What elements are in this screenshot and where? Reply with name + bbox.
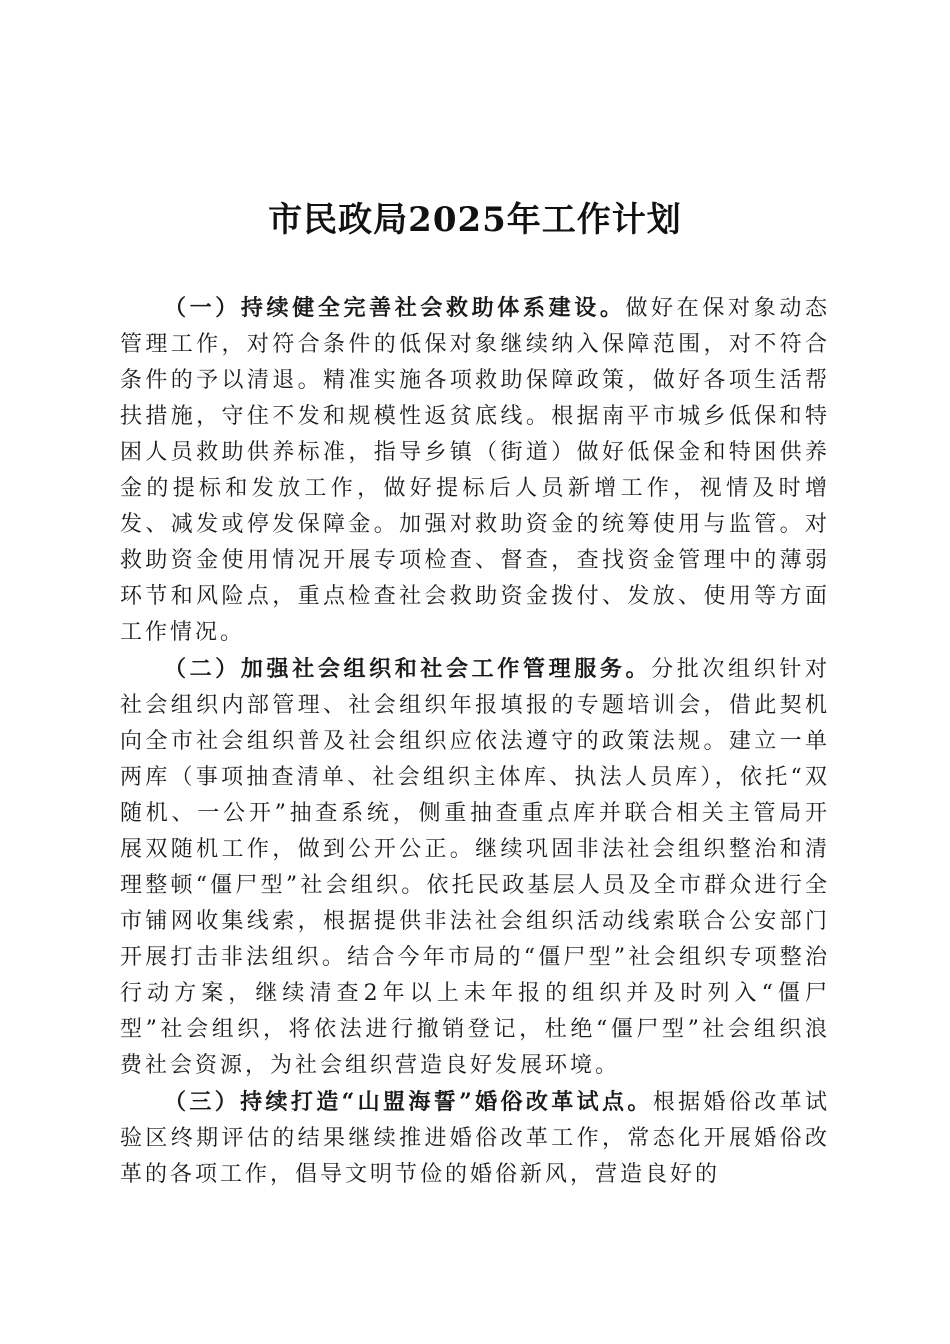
section-heading-2: （二）加强社会组织和社会工作管理服务。 (164, 656, 652, 682)
section-heading-1: （一）持续健全完善社会救助体系建设。 (164, 295, 626, 321)
section-text-1: 做好在保对象动态管理工作，对符合条件的低保对象继续纳入保障范围，对不符合条件的予以清退。精准实施各项救助保障政策，做好各项生活帮扶措施，守住不发和规模性返贫底线。根据南平市城乡低保和特困人员救助供养标准，指导乡镇（街道）做好低保金和特困供养金的提标和发放工作，做好提标后人员新增工作，视情及时增发、减发或停发保障金。加强对救助资金的统筹使用与监管。对救助资金使用情况开展专项检查、督查，查找资金管理中的薄弱环节和风险点，重点检查社会救助资金拨付、发放、使用等方面工作情况。 (120, 296, 830, 645)
section-paragraph-2 (120, 651, 830, 1084)
document-body (120, 290, 830, 1193)
section-paragraph-1 (120, 290, 830, 651)
section-text-2: 分批次组织针对社会组织内部管理、社会组织年报填报的专题培训会，借此契机向全市社会组织普及社会组织应依法遵守的政策法规。建立一单两库（事项抽查清单、社会组织主体库、执法人员库），依托“双随机、一公开”抽查系统，侧重抽查重点库并联合相关主管局开展双随机工作，做到公开公正。继续巩固非法社会组织整治和清理整顿“僵尸型”社会组织。依托民政基层人员及全市群众进行全市铺网收集线索，根据提供非法社会组织活动线索联合公安部门开展打击非法组织。结合今年市局的“僵尸型”社会组织专项整治行动方案，继续清查2年以上未年报的组织并及时列入“僵尸型”社会组织，将依法进行撤销登记，杜绝“僵尸型”社会组织浪费社会资源，为社会组织营造良好发展环境。 (120, 657, 830, 1078)
section-heading-3: （三）持续打造“山盟海誓”婚俗改革试点。 (164, 1089, 653, 1115)
section-paragraph-3 (120, 1084, 830, 1193)
section-text-3: 根据婚俗改革试验区终期评估的结果继续推进婚俗改革工作，常态化开展婚俗改革的各项工作，倡导文明节俭的婚俗新风，营造良好的 (120, 1090, 830, 1187)
document-title: 市民政局2025年工作计划 (268, 200, 682, 240)
